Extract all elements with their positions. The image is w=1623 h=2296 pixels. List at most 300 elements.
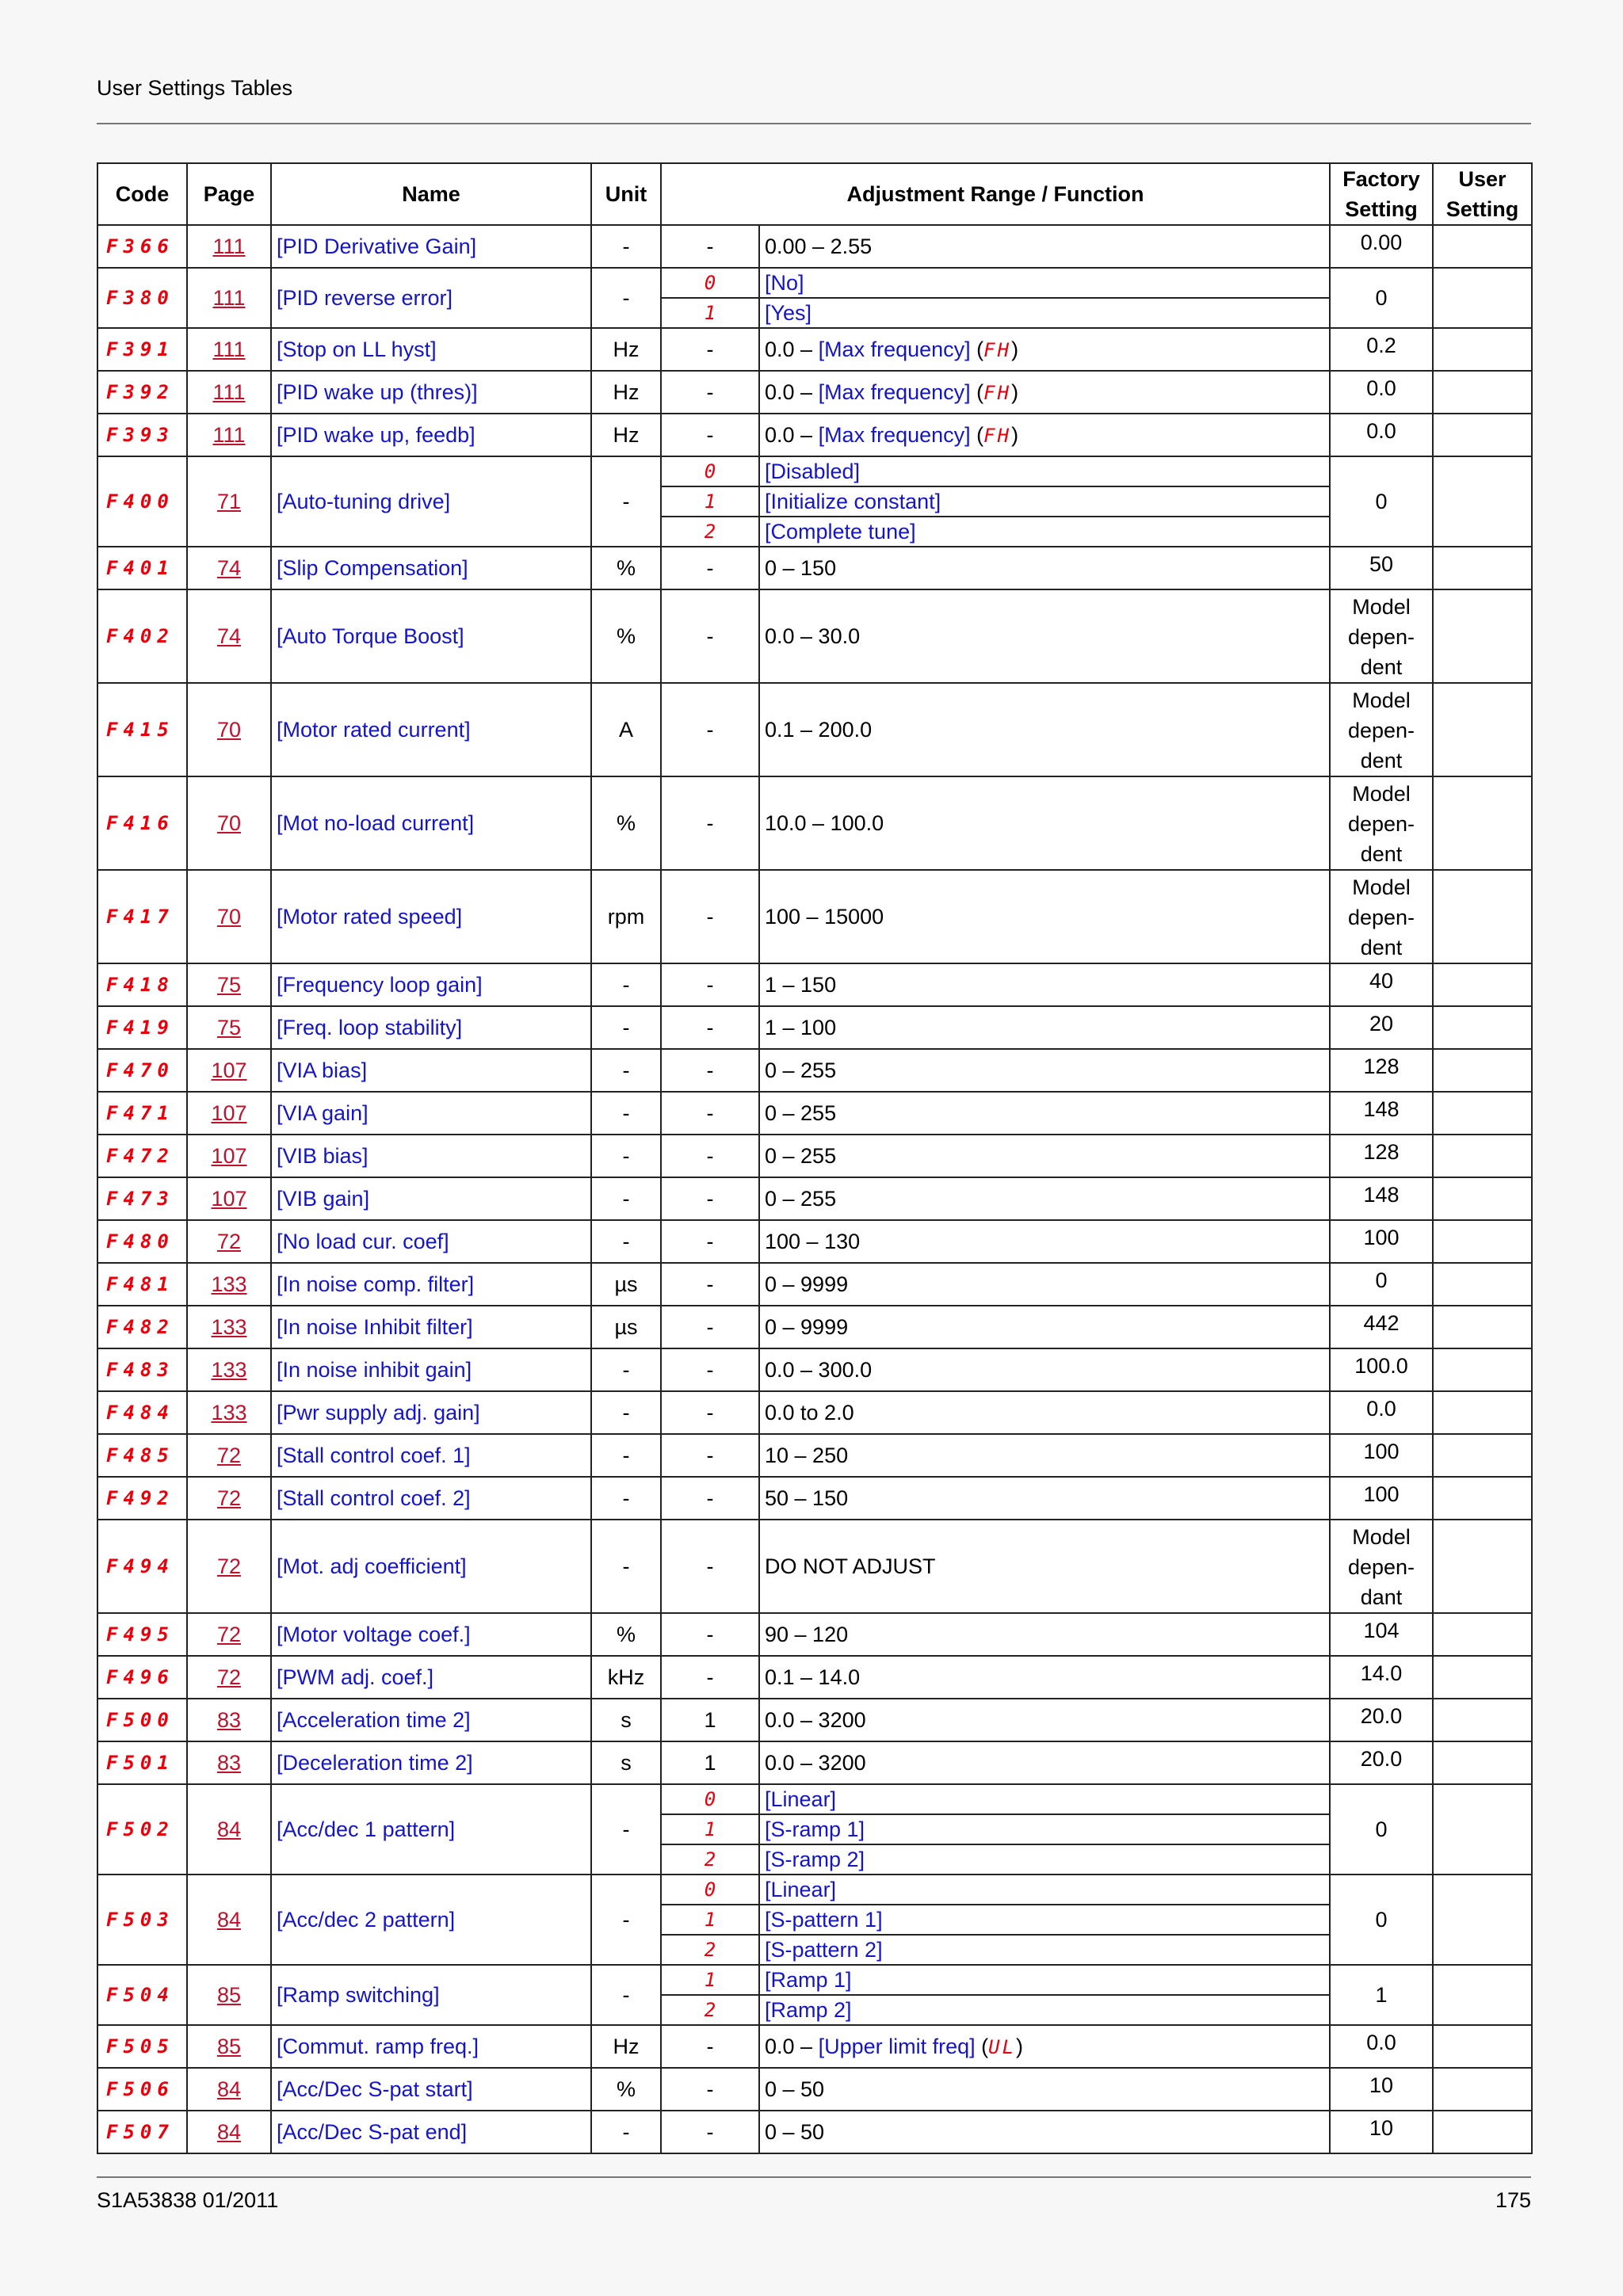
page-link-label[interactable]: 72 <box>216 1554 242 1578</box>
user-setting-cell <box>1433 414 1532 456</box>
value-cell: - <box>661 1135 759 1177</box>
range-cell: 0.0 – 300.0 <box>759 1348 1330 1391</box>
factory-setting-text: 100 <box>1363 1482 1400 1506</box>
parameter-name: [Motor rated current] <box>271 683 591 776</box>
unit-cell: % <box>591 2068 661 2111</box>
factory-setting-text: Model <box>1352 595 1411 619</box>
user-setting-cell <box>1433 1348 1532 1391</box>
page-link[interactable] <box>187 1049 271 1092</box>
factory-setting-text: 100 <box>1363 1440 1400 1463</box>
page-link-label[interactable]: 75 <box>216 1016 242 1039</box>
factory-setting-text: dent <box>1360 655 1403 679</box>
parameter-code: F483 <box>97 1348 187 1391</box>
factory-setting <box>1330 1049 1433 1092</box>
parameter-name: [PID reverse error] <box>271 268 591 328</box>
unit-cell: - <box>591 1520 661 1613</box>
factory-setting <box>1330 456 1433 547</box>
page-link[interactable] <box>187 1477 271 1520</box>
table-row <box>97 1434 1532 1477</box>
parameter-name: [In noise comp. filter] <box>271 1263 591 1306</box>
parameter-name: [Auto-tuning drive] <box>271 456 591 547</box>
page-link[interactable] <box>187 2111 271 2153</box>
factory-setting <box>1330 1699 1433 1741</box>
page-link[interactable] <box>187 456 271 547</box>
table-row <box>97 2025 1532 2068</box>
factory-setting-text: 0.0 <box>1366 1397 1396 1421</box>
value-cell: - <box>661 1263 759 1306</box>
unit-cell: % <box>591 547 661 589</box>
option-label: [No] <box>759 268 1330 298</box>
linked-parameter: [Max frequency] <box>818 422 971 447</box>
parameter-name: [In noise Inhibit filter] <box>271 1306 591 1348</box>
value-cell: - <box>661 225 759 268</box>
factory-setting <box>1330 1520 1433 1613</box>
parameter-code-ref: FH <box>983 338 1012 361</box>
user-setting-cell <box>1433 225 1532 268</box>
unit-cell: % <box>591 589 661 683</box>
factory-setting-text: 0.00 <box>1360 231 1403 254</box>
linked-parameter: [Max frequency] <box>818 379 971 404</box>
page-link[interactable] <box>187 1613 271 1656</box>
parameter-name: [VIB bias] <box>271 1135 591 1177</box>
user-setting-cell <box>1433 683 1532 776</box>
page-link-label[interactable]: 72 <box>216 1444 242 1467</box>
unit-cell: - <box>591 1220 661 1263</box>
range-text: 0.0 – <box>765 422 819 447</box>
value-cell: - <box>661 414 759 456</box>
page-link[interactable] <box>187 1220 271 1263</box>
range-cell: 90 – 120 <box>759 1613 1330 1656</box>
range-cell: 50 – 150 <box>759 1477 1330 1520</box>
page-link[interactable] <box>187 414 271 456</box>
factory-setting <box>1330 1092 1433 1135</box>
value-cell: - <box>661 1348 759 1391</box>
parameter-name: [Deceleration time 2] <box>271 1741 591 1784</box>
value-cell: - <box>661 328 759 371</box>
page-link[interactable] <box>187 1656 271 1699</box>
page-link-label[interactable]: 84 <box>216 2077 242 2101</box>
range-cell <box>759 328 1330 371</box>
page-link-label[interactable]: 74 <box>216 624 242 648</box>
page-link[interactable] <box>187 589 271 683</box>
parameter-name: [PID Derivative Gain] <box>271 225 591 268</box>
unit-cell: - <box>591 963 661 1006</box>
factory-setting <box>1330 414 1433 456</box>
parameter-code: F400 <box>97 456 187 547</box>
table-row <box>97 1006 1532 1049</box>
table-row <box>97 1784 1532 1814</box>
page-link[interactable] <box>187 1348 271 1391</box>
table-row <box>97 225 1532 268</box>
user-setting-cell <box>1433 2068 1532 2111</box>
unit-cell: - <box>591 1092 661 1135</box>
option-label: [S-ramp 2] <box>759 1844 1330 1875</box>
value-cell: 1 <box>661 1741 759 1784</box>
page-link-label[interactable]: 85 <box>216 1983 242 2007</box>
unit-cell: s <box>591 1699 661 1741</box>
header-rule <box>97 123 1531 124</box>
range-cell: 0 – 9999 <box>759 1306 1330 1348</box>
user-setting-cell <box>1433 1306 1532 1348</box>
unit-cell: Hz <box>591 371 661 414</box>
factory-setting-text: 128 <box>1363 1055 1400 1078</box>
page-link[interactable] <box>187 1006 271 1049</box>
factory-setting-text: depen- <box>1347 812 1415 836</box>
factory-setting <box>1330 1006 1433 1049</box>
page-link[interactable] <box>187 683 271 776</box>
parameter-name: [Commut. ramp freq.] <box>271 2025 591 2068</box>
page-link-label[interactable]: 85 <box>216 2035 242 2058</box>
page-link-label[interactable]: 72 <box>216 1623 242 1646</box>
option-value: 1 <box>661 298 759 328</box>
table-row <box>97 1520 1532 1613</box>
page-link[interactable] <box>187 776 271 870</box>
page-link-label[interactable]: 70 <box>216 811 242 835</box>
user-setting-cell <box>1433 1613 1532 1656</box>
range-cell: 0 – 255 <box>759 1177 1330 1220</box>
page-link[interactable] <box>187 1699 271 1741</box>
page-link-label[interactable]: 107 <box>211 1187 247 1211</box>
range-cell: 0.0 – 3200 <box>759 1699 1330 1741</box>
table-row <box>97 1391 1532 1434</box>
parameter-code: F419 <box>97 1006 187 1049</box>
unit-cell: - <box>591 1348 661 1391</box>
factory-setting <box>1330 547 1433 589</box>
factory-setting <box>1330 1741 1433 1784</box>
page-link-label[interactable]: 72 <box>216 1665 242 1689</box>
page-link-label[interactable]: 83 <box>216 1708 242 1732</box>
user-setting-cell <box>1433 1177 1532 1220</box>
col-header-user: User Setting <box>1433 163 1532 225</box>
table-row <box>97 2068 1532 2111</box>
page-link[interactable] <box>187 870 271 963</box>
unit-cell: kHz <box>591 1656 661 1699</box>
range-text: ( <box>970 422 984 447</box>
page-link-label[interactable]: 107 <box>211 1101 247 1125</box>
table-row <box>97 1092 1532 1135</box>
parameter-name: [Mot no-load current] <box>271 776 591 870</box>
value-cell: - <box>661 371 759 414</box>
page-link-label[interactable]: 72 <box>216 1230 242 1253</box>
option-value: 1 <box>661 1814 759 1844</box>
col-header-name: Name <box>271 163 591 225</box>
unit-cell: Hz <box>591 414 661 456</box>
footer-rule <box>97 2176 1531 2178</box>
option-value: 0 <box>661 456 759 486</box>
parameter-code: F470 <box>97 1049 187 1092</box>
user-setting-cell <box>1433 1434 1532 1477</box>
page-link[interactable] <box>187 1135 271 1177</box>
page-link[interactable] <box>187 547 271 589</box>
option-label: [Ramp 1] <box>759 1965 1330 1995</box>
range-text: 0.0 – <box>765 379 819 404</box>
range-cell: DO NOT ADJUST <box>759 1520 1330 1613</box>
factory-setting <box>1330 870 1433 963</box>
factory-setting-text: Model <box>1352 875 1411 899</box>
value-cell: - <box>661 1177 759 1220</box>
parameter-name: [Stall control coef. 2] <box>271 1477 591 1520</box>
factory-setting <box>1330 225 1433 268</box>
unit-cell: µs <box>591 1306 661 1348</box>
page-link[interactable] <box>187 1092 271 1135</box>
factory-setting-text: 100.0 <box>1354 1354 1408 1378</box>
unit-cell: - <box>591 1434 661 1477</box>
option-value: 0 <box>661 1784 759 1814</box>
parameter-code: F506 <box>97 2068 187 2111</box>
unit-cell: % <box>591 1613 661 1656</box>
parameter-code: F417 <box>97 870 187 963</box>
unit-cell: - <box>591 268 661 328</box>
factory-setting-text: depen- <box>1347 1555 1415 1579</box>
factory-setting <box>1330 589 1433 683</box>
page-link[interactable] <box>187 225 271 268</box>
parameter-code: F494 <box>97 1520 187 1613</box>
factory-setting-text: 20.0 <box>1360 1747 1403 1771</box>
page-link-label[interactable]: 111 <box>212 235 246 258</box>
parameter-name: [Freq. loop stability] <box>271 1006 591 1049</box>
user-setting-cell <box>1433 1135 1532 1177</box>
page-link-label[interactable]: 71 <box>216 490 242 513</box>
factory-setting-text: Model <box>1352 688 1411 712</box>
table-row <box>97 1049 1532 1092</box>
factory-setting-text: 1 <box>1375 1983 1388 2007</box>
page-link-label[interactable]: 84 <box>216 1908 242 1932</box>
page-link[interactable] <box>187 1434 271 1477</box>
page-link-label[interactable]: 111 <box>212 380 246 404</box>
value-cell: 1 <box>661 1699 759 1741</box>
parameter-name: [PID wake up, feedb] <box>271 414 591 456</box>
parameter-name: [Acc/dec 2 pattern] <box>271 1875 591 1965</box>
parameter-name: [Mot. adj coefficient] <box>271 1520 591 1613</box>
page-link[interactable] <box>187 1965 271 2025</box>
parameter-name: [In noise inhibit gain] <box>271 1348 591 1391</box>
page-link-label[interactable]: 133 <box>211 1358 247 1382</box>
range-cell: 0 – 255 <box>759 1092 1330 1135</box>
range-cell: 0.0 – 30.0 <box>759 589 1330 683</box>
page-number: 175 <box>1495 2188 1531 2212</box>
option-value: 2 <box>661 1995 759 2025</box>
parameter-name: [Acceleration time 2] <box>271 1699 591 1741</box>
unit-cell: - <box>591 1965 661 2025</box>
range-text: 0.0 – <box>765 2034 819 2058</box>
parameter-name: [Pwr supply adj. gain] <box>271 1391 591 1434</box>
range-text: ) <box>1011 422 1019 447</box>
page-link[interactable] <box>187 268 271 328</box>
user-settings-table <box>97 162 1533 2154</box>
option-value: 1 <box>661 486 759 517</box>
page-link[interactable] <box>187 1784 271 1875</box>
range-cell: 1 – 100 <box>759 1006 1330 1049</box>
range-cell: 100 – 15000 <box>759 870 1330 963</box>
factory-setting-text: 0 <box>1375 1817 1388 1841</box>
factory-setting-text: 40 <box>1369 969 1394 993</box>
page-link-label[interactable]: 75 <box>216 973 242 997</box>
running-header: User Settings Tables <box>97 76 293 100</box>
value-cell: - <box>661 547 759 589</box>
page-link[interactable] <box>187 1741 271 1784</box>
range-text: 0.0 – <box>765 337 819 361</box>
col-header-page: Page <box>187 163 271 225</box>
factory-setting-text: 50 <box>1369 552 1394 576</box>
value-cell: - <box>661 1220 759 1263</box>
range-cell: 0.0 to 2.0 <box>759 1391 1330 1434</box>
parameter-code: F366 <box>97 225 187 268</box>
factory-setting-text: 148 <box>1363 1183 1400 1207</box>
page-link[interactable] <box>187 2025 271 2068</box>
range-cell <box>759 2025 1330 2068</box>
parameter-name: [Acc/dec 1 pattern] <box>271 1784 591 1875</box>
unit-cell: % <box>591 776 661 870</box>
range-cell: 0 – 150 <box>759 547 1330 589</box>
parameter-code-ref: FH <box>983 381 1012 404</box>
unit-cell: rpm <box>591 870 661 963</box>
range-cell: 1 – 150 <box>759 963 1330 1006</box>
parameter-code: F485 <box>97 1434 187 1477</box>
page-link-label[interactable]: 70 <box>216 718 242 742</box>
table-row <box>97 2111 1532 2153</box>
range-text: ) <box>1011 337 1019 361</box>
page-link-label[interactable]: 133 <box>211 1272 247 1296</box>
factory-setting <box>1330 1263 1433 1306</box>
factory-setting-text: 0.0 <box>1366 2031 1396 2054</box>
page-link[interactable] <box>187 1875 271 1965</box>
option-label: [Linear] <box>759 1875 1330 1905</box>
page-link[interactable] <box>187 328 271 371</box>
user-setting-cell <box>1433 1477 1532 1520</box>
parameter-name: [Acc/Dec S-pat end] <box>271 2111 591 2153</box>
page-link-label[interactable]: 72 <box>216 1486 242 1510</box>
page-link-label[interactable]: 84 <box>216 1817 242 1841</box>
table-row <box>97 1306 1532 1348</box>
factory-setting <box>1330 1220 1433 1263</box>
page-link[interactable] <box>187 963 271 1006</box>
parameter-code: F500 <box>97 1699 187 1741</box>
user-setting-cell <box>1433 328 1532 371</box>
col-header-code: Code <box>97 163 187 225</box>
factory-setting-text: depen- <box>1347 906 1415 929</box>
parameter-code: F496 <box>97 1656 187 1699</box>
factory-setting-text: Model <box>1352 782 1411 806</box>
parameter-code: F473 <box>97 1177 187 1220</box>
unit-cell: - <box>591 1784 661 1875</box>
page-link[interactable] <box>187 1177 271 1220</box>
value-cell: - <box>661 1477 759 1520</box>
unit-cell: - <box>591 1049 661 1092</box>
page-link[interactable] <box>187 371 271 414</box>
table-row <box>97 963 1532 1006</box>
factory-setting-text: 14.0 <box>1360 1661 1403 1685</box>
parameter-name: [PWM adj. coef.] <box>271 1656 591 1699</box>
parameter-name: [Ramp switching] <box>271 1965 591 2025</box>
table-row <box>97 547 1532 589</box>
value-cell: - <box>661 1391 759 1434</box>
page-link[interactable] <box>187 1263 271 1306</box>
table-row <box>97 1348 1532 1391</box>
col-header-factory: Factory Setting <box>1330 163 1433 225</box>
unit-cell: - <box>591 225 661 268</box>
table-row <box>97 456 1532 486</box>
range-cell: 0 – 255 <box>759 1049 1330 1092</box>
linked-parameter: [Upper limit freq] <box>818 2034 976 2058</box>
parameter-code: F415 <box>97 683 187 776</box>
parameter-code: F392 <box>97 371 187 414</box>
option-label: [Disabled] <box>759 456 1330 486</box>
page-link[interactable] <box>187 1391 271 1434</box>
factory-setting-text: 10 <box>1369 2073 1394 2097</box>
table-row <box>97 776 1532 870</box>
factory-setting-text: dent <box>1360 842 1403 866</box>
user-setting-cell <box>1433 1092 1532 1135</box>
parameter-code: F480 <box>97 1220 187 1263</box>
user-setting-cell <box>1433 870 1532 963</box>
page-link-label[interactable]: 133 <box>211 1315 247 1339</box>
page-link-label[interactable]: 133 <box>211 1401 247 1425</box>
range-text: ) <box>1016 2034 1024 2058</box>
parameter-code: F505 <box>97 2025 187 2068</box>
page-link-label[interactable]: 84 <box>216 2120 242 2144</box>
page-link[interactable] <box>187 1520 271 1613</box>
page-link-label[interactable]: 107 <box>211 1144 247 1168</box>
user-setting-cell <box>1433 1006 1532 1049</box>
table-row <box>97 1477 1532 1520</box>
col-header-range: Adjustment Range / Function <box>661 163 1330 225</box>
page-link[interactable] <box>187 2068 271 2111</box>
page-link-label[interactable]: 107 <box>211 1058 247 1082</box>
user-setting-cell <box>1433 2111 1532 2153</box>
parameter-code: F484 <box>97 1391 187 1434</box>
value-cell: - <box>661 2025 759 2068</box>
page-link-label[interactable]: 74 <box>216 556 242 580</box>
value-cell: - <box>661 1656 759 1699</box>
range-cell: 10.0 – 100.0 <box>759 776 1330 870</box>
factory-setting <box>1330 1177 1433 1220</box>
user-setting-cell <box>1433 589 1532 683</box>
value-cell: - <box>661 963 759 1006</box>
table-row <box>97 1263 1532 1306</box>
value-cell: - <box>661 776 759 870</box>
option-label: [Linear] <box>759 1784 1330 1814</box>
table-row <box>97 870 1532 963</box>
option-label: [Complete tune] <box>759 517 1330 547</box>
page-link-label[interactable]: 111 <box>212 423 246 447</box>
table-row <box>97 1177 1532 1220</box>
factory-setting-text: dent <box>1360 936 1403 959</box>
factory-setting <box>1330 2111 1433 2153</box>
user-setting-cell <box>1433 1699 1532 1741</box>
user-setting-cell <box>1433 1263 1532 1306</box>
factory-setting <box>1330 1784 1433 1875</box>
page-link[interactable] <box>187 1306 271 1348</box>
page-link-label[interactable]: 70 <box>216 905 242 929</box>
page-link-label[interactable]: 83 <box>216 1751 242 1775</box>
linked-parameter: [Max frequency] <box>818 337 971 361</box>
factory-setting <box>1330 963 1433 1006</box>
user-setting-cell <box>1433 1965 1532 2025</box>
user-setting-cell <box>1433 1656 1532 1699</box>
value-cell: - <box>661 1092 759 1135</box>
factory-setting-text: 0 <box>1375 1908 1388 1932</box>
table-row <box>97 1741 1532 1784</box>
page-link-label[interactable]: 111 <box>212 338 246 361</box>
factory-setting-text: dent <box>1360 749 1403 772</box>
factory-setting <box>1330 268 1433 328</box>
option-label: [Initialize constant] <box>759 486 1330 517</box>
value-cell: - <box>661 589 759 683</box>
range-cell: 0 – 255 <box>759 1135 1330 1177</box>
range-cell: 10 – 250 <box>759 1434 1330 1477</box>
page-link-label[interactable]: 111 <box>212 286 246 310</box>
table-row <box>97 268 1532 298</box>
